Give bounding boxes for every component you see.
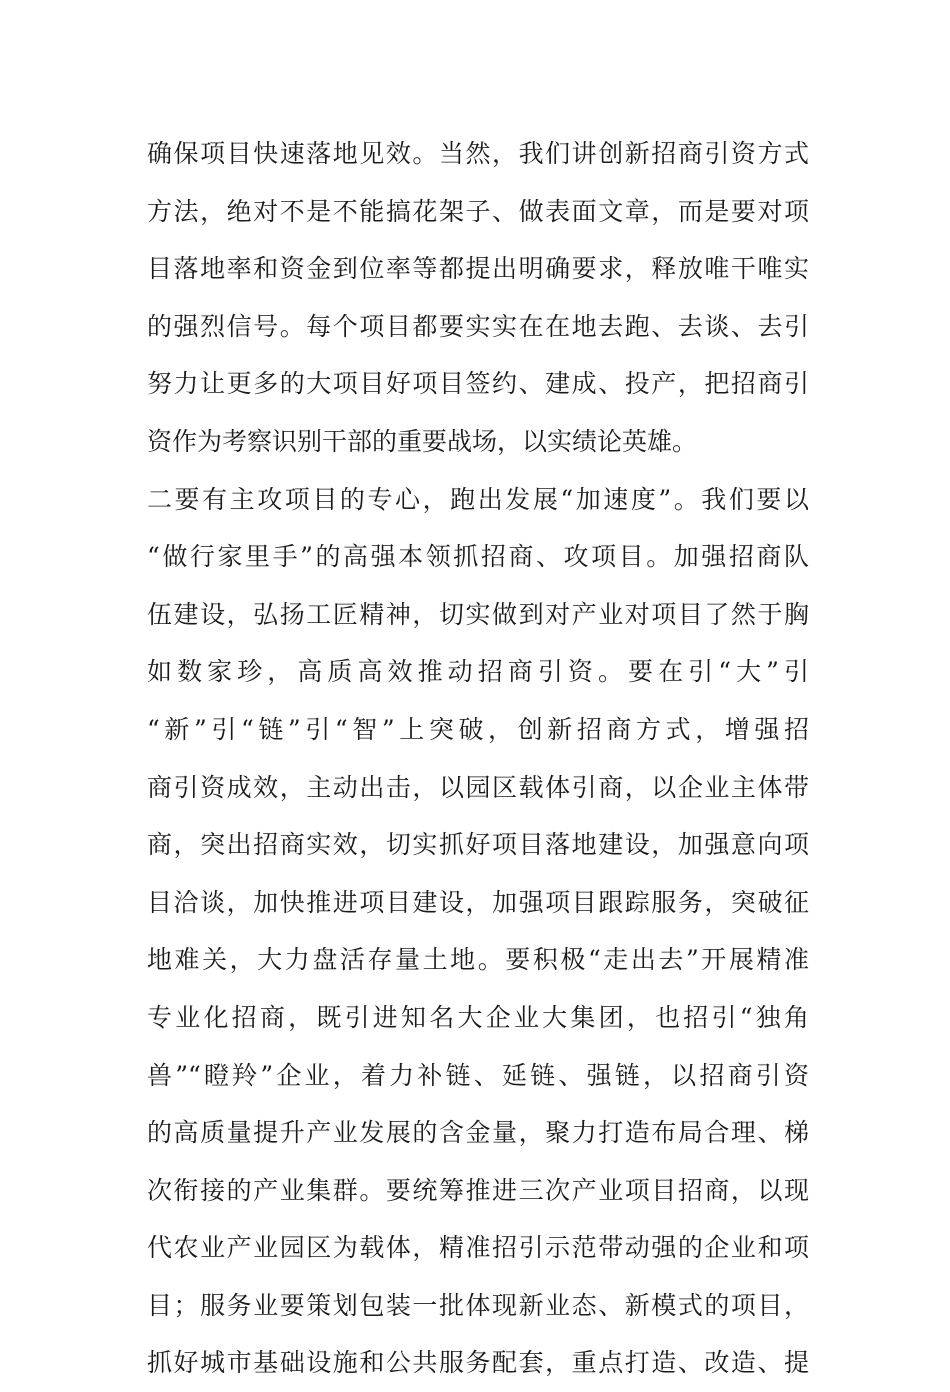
text-line: 伍建设，弘扬工匠精神，切实做到对产业对项目了然于胸 (147, 599, 809, 629)
text-line: 商引资成效，主动出击，以园区载体引商，以企业主体带 (147, 772, 809, 802)
body-text (147, 125, 809, 1392)
text-line: “做行家里手”的高强本领抓招商、攻项目。加强招商队 (147, 542, 809, 572)
text-line: 抓好城市基础设施和公共服务配套，重点打造、改造、提 (147, 1348, 809, 1378)
text-line: 商，突出招商实效，切实抓好项目落地建设，加强意向项 (147, 830, 809, 860)
text-line: 兽”“瞪羚”企业，着力补链、延链、强链，以招商引资 (147, 1060, 809, 1090)
text-line: 次衔接的产业集群。要统筹推进三次产业项目招商，以现 (147, 1175, 809, 1205)
text-line: 目洽谈，加快推进项目建设，加强项目跟踪服务，突破征 (147, 887, 809, 917)
text-line: 地难关，大力盘活存量土地。要积极“走出去”开展精准 (147, 945, 809, 975)
text-line: 方法，绝对不是不能搞花架子、做表面文章，而是要对项 (147, 196, 809, 226)
text-line: 努力让更多的大项目好项目签约、建成、投产，把招商引 (147, 369, 809, 399)
text-line: 目落地率和资金到位率等都提出明确要求，释放唯干唯实 (147, 254, 809, 284)
text-line: 代农业产业园区为载体，精准招引示范带动强的企业和项 (147, 1233, 809, 1263)
text-line: 专业化招商，既引进知名大企业大集团，也招引“独角 (147, 1002, 809, 1032)
text-line: 目；服务业要策划包装一批体现新业态、新模式的项目， (147, 1290, 809, 1320)
text-line: 的强烈信号。每个项目都要实实在在地去跑、去谈、去引 (147, 311, 809, 341)
text-line: 的高质量提升产业发展的含金量，聚力打造布局合理、梯 (147, 1118, 809, 1148)
text-line: 二要有主攻项目的专心，跑出发展“加速度”。我们要以 (147, 484, 809, 514)
text-line: “新”引“链”引“智”上突破，创新招商方式，增强招 (147, 714, 809, 744)
text-line: 如数家珍，高质高效推动招商引资。要在引“大”引 (147, 657, 809, 687)
text-line: 资作为考察识别干部的重要战场，以实绩论英雄。 (147, 426, 698, 456)
text-line: 确保项目快速落地见效。当然，我们讲创新招商引资方式 (147, 139, 809, 168)
